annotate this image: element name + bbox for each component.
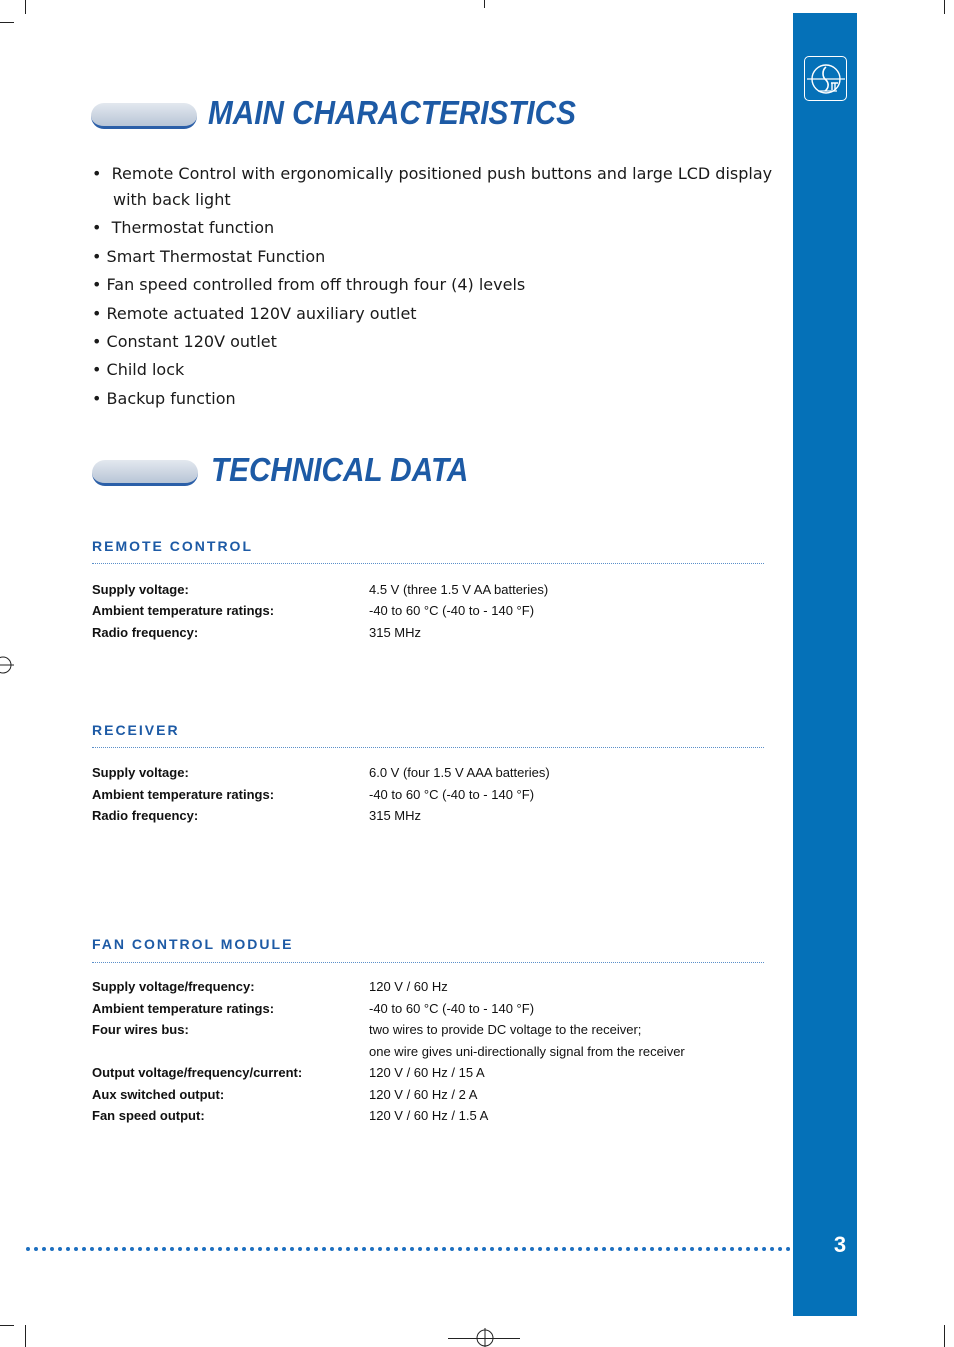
bullet-icon: • bbox=[92, 332, 102, 351]
spec-label: Supply voltage: bbox=[92, 582, 189, 597]
registration-mark bbox=[0, 653, 14, 677]
spec-value: -40 to 60 °C (-40 to - 140 °F) bbox=[369, 603, 535, 618]
spec-value: 120 V / 60 Hz / 2 A bbox=[369, 1087, 478, 1102]
list-item-text: Remote Control with ergonomically positioned push buttons and large LCD display bbox=[111, 164, 773, 183]
list-item-text: Smart Thermostat Function bbox=[106, 247, 326, 266]
crop-mark bbox=[0, 22, 14, 23]
crop-mark bbox=[484, 0, 485, 8]
spec-label: Four wires bus: bbox=[92, 1022, 189, 1037]
list-item bbox=[92, 304, 417, 323]
list-item bbox=[92, 332, 277, 351]
spec-row bbox=[92, 787, 772, 807]
spec-row bbox=[92, 625, 772, 645]
list-item bbox=[92, 360, 184, 379]
spec-label: Ambient temperature ratings: bbox=[92, 787, 275, 802]
bullet-icon: • bbox=[92, 218, 102, 237]
spec-row bbox=[92, 1022, 772, 1042]
spec-label: Ambient temperature ratings: bbox=[92, 603, 275, 618]
spec-value: 120 V / 60 Hz / 15 A bbox=[369, 1065, 485, 1080]
list-item bbox=[92, 389, 236, 408]
bullet-icon: • bbox=[92, 247, 102, 266]
list-item-text: with back light bbox=[113, 190, 231, 209]
spec-label: Fan speed output: bbox=[92, 1108, 205, 1123]
logo-icon bbox=[805, 57, 848, 102]
bullet-icon: • bbox=[92, 275, 102, 294]
spec-value: 315 MHz bbox=[369, 808, 422, 823]
spec-value: 6.0 V (four 1.5 V AAA batteries) bbox=[369, 765, 550, 780]
spec-label: Radio frequency: bbox=[92, 808, 199, 823]
list-item bbox=[92, 164, 772, 183]
crop-mark bbox=[25, 0, 26, 14]
spec-value: 120 V / 60 Hz / 1.5 A bbox=[369, 1108, 489, 1123]
page-number: 3 bbox=[833, 1232, 847, 1257]
spec-label: Output voltage/frequency/current: bbox=[92, 1065, 303, 1080]
spec-label: Supply voltage/frequency: bbox=[92, 979, 255, 994]
bullet-icon: • bbox=[92, 360, 102, 379]
spec-row bbox=[92, 808, 772, 828]
bullet-icon: • bbox=[92, 164, 102, 183]
spec-label: Aux switched output: bbox=[92, 1087, 225, 1102]
technical-data-heading: TECHNICAL DATA bbox=[211, 451, 469, 488]
spec-value: 4.5 V (three 1.5 V AA batteries) bbox=[369, 582, 549, 597]
registration-mark bbox=[475, 1328, 495, 1347]
section-divider bbox=[92, 962, 764, 963]
list-item-text: Remote actuated 120V auxiliary outlet bbox=[106, 304, 417, 323]
spec-row bbox=[92, 1087, 772, 1107]
list-item-text: Child lock bbox=[106, 360, 185, 379]
sidebar-band bbox=[793, 13, 857, 1316]
bullet-icon: • bbox=[92, 304, 102, 323]
list-item-text: Thermostat function bbox=[111, 218, 275, 237]
fan-control-module-heading: FAN CONTROL MODULE bbox=[92, 936, 294, 952]
crop-mark bbox=[25, 1325, 26, 1347]
spec-value: -40 to 60 °C (-40 to - 140 °F) bbox=[369, 1001, 535, 1016]
main-characteristics-heading: MAIN CHARACTERISTICS bbox=[208, 94, 576, 131]
list-item bbox=[92, 247, 325, 266]
spec-row bbox=[92, 603, 772, 623]
section-divider bbox=[92, 747, 764, 748]
spec-label: Radio frequency: bbox=[92, 625, 199, 640]
spec-label: Ambient temperature ratings: bbox=[92, 1001, 275, 1016]
spec-row bbox=[92, 1065, 772, 1085]
heading-pill bbox=[91, 103, 197, 129]
spec-row bbox=[92, 1001, 772, 1021]
remote-control-heading: REMOTE CONTROL bbox=[92, 538, 253, 554]
spec-row bbox=[92, 765, 772, 785]
crop-mark bbox=[944, 0, 945, 14]
list-item-continuation bbox=[113, 190, 231, 209]
brand-logo bbox=[804, 56, 847, 101]
heading-pill bbox=[92, 460, 198, 486]
crop-mark bbox=[0, 1325, 14, 1326]
spec-row bbox=[92, 1108, 772, 1128]
spec-value: -40 to 60 °C (-40 to - 140 °F) bbox=[369, 787, 535, 802]
spec-value: 315 MHz bbox=[369, 625, 422, 640]
receiver-heading: RECEIVER bbox=[92, 722, 180, 738]
spec-value: 120 V / 60 Hz bbox=[369, 979, 448, 994]
list-item-text: Fan speed controlled from off through four (4) levels bbox=[106, 275, 526, 294]
bullet-icon: • bbox=[92, 389, 102, 408]
list-item-text: Constant 120V outlet bbox=[106, 332, 277, 351]
list-item bbox=[92, 275, 525, 294]
list-item bbox=[92, 218, 274, 237]
spec-row bbox=[92, 979, 772, 999]
section-divider bbox=[92, 563, 764, 564]
spec-value: one wire gives uni-directionally signal from the receiver bbox=[369, 1044, 685, 1059]
crop-mark bbox=[944, 1325, 945, 1347]
spec-row bbox=[92, 1044, 772, 1064]
spec-label: Supply voltage: bbox=[92, 765, 189, 780]
list-item-text: Backup function bbox=[106, 389, 236, 408]
footer-dotted-rule bbox=[26, 1247, 791, 1251]
spec-value: two wires to provide DC voltage to the receiver; bbox=[369, 1022, 642, 1037]
spec-row bbox=[92, 582, 772, 602]
